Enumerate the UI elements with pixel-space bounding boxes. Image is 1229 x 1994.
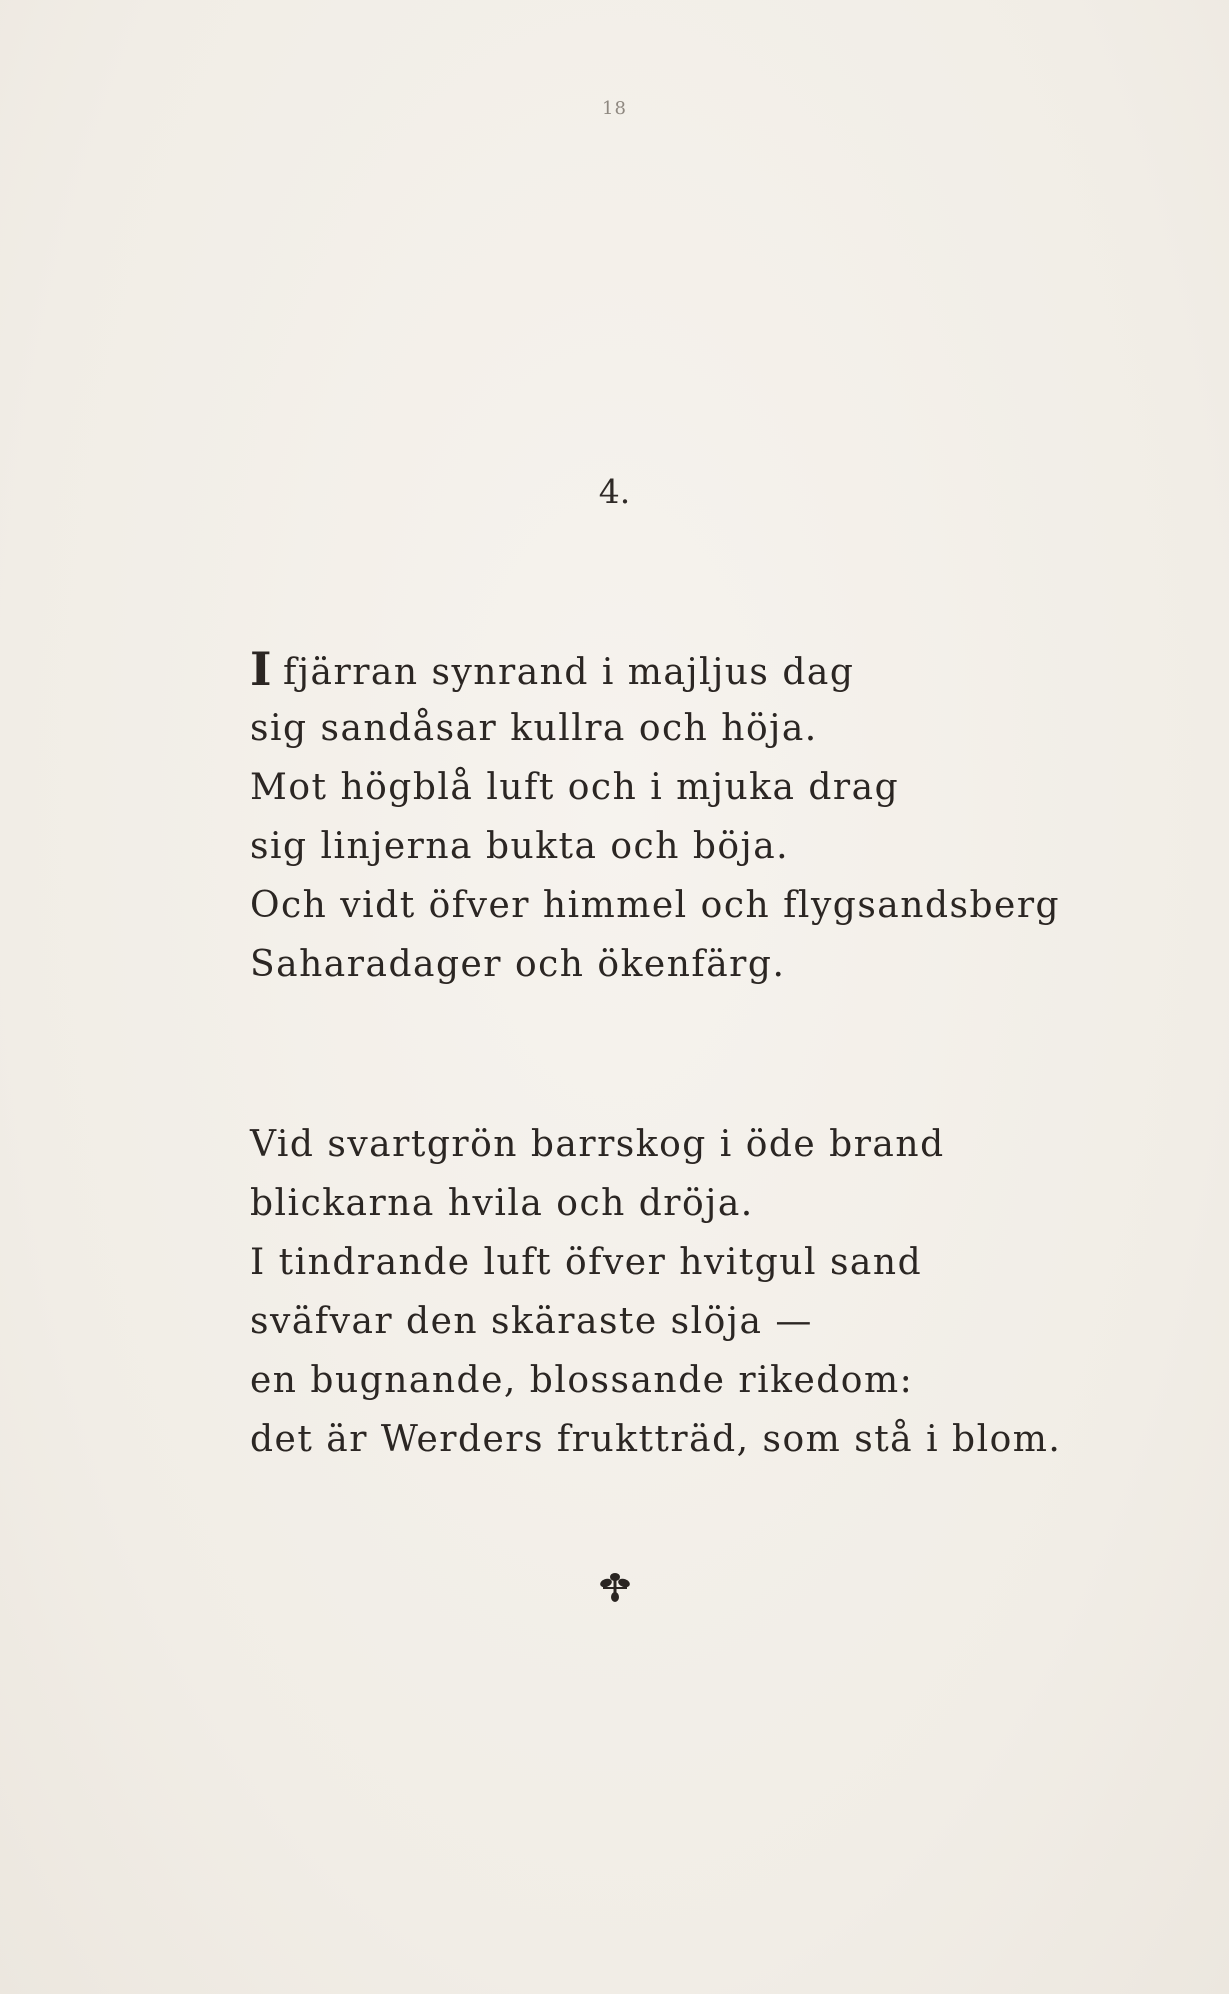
page-number: 18 [602,98,627,119]
stanza-2 [250,1115,1150,1469]
drop-cap: I [250,642,274,696]
poem-line: sig linjerna bukta och böja. [250,826,790,867]
ornament [0,1568,1229,1606]
poem-line-text: fjärran synrand i majljus dag [283,652,855,693]
poem-line: Vid svartgrön barrskog i öde brand [250,1124,945,1165]
stanza-1 [250,640,1150,994]
poem-line: blickarna hvila och dröja. [250,1183,754,1224]
poem-line: I tindrande luft öfver hvitgul sand [250,1242,923,1283]
poem-line: Mot högblå luft och i mjuka drag [250,767,900,808]
poem-line: en bugnande, blossande rikedom: [250,1360,914,1401]
poem-line: det är Werders fruktträd, som stå i blom. [250,1419,1062,1460]
poem-line [250,640,1150,699]
section-number: 4. [598,472,631,511]
poem-line: Och vidt öfver himmel och flygsandsberg [250,885,1061,926]
poem-line: sväfvar den skäraste slöja — [250,1301,813,1342]
poem-line: sig sandåsar kullra och höja. [250,708,818,749]
poem-line: Saharadager och ökenfärg. [250,944,786,985]
fleuron-icon [598,1568,632,1606]
